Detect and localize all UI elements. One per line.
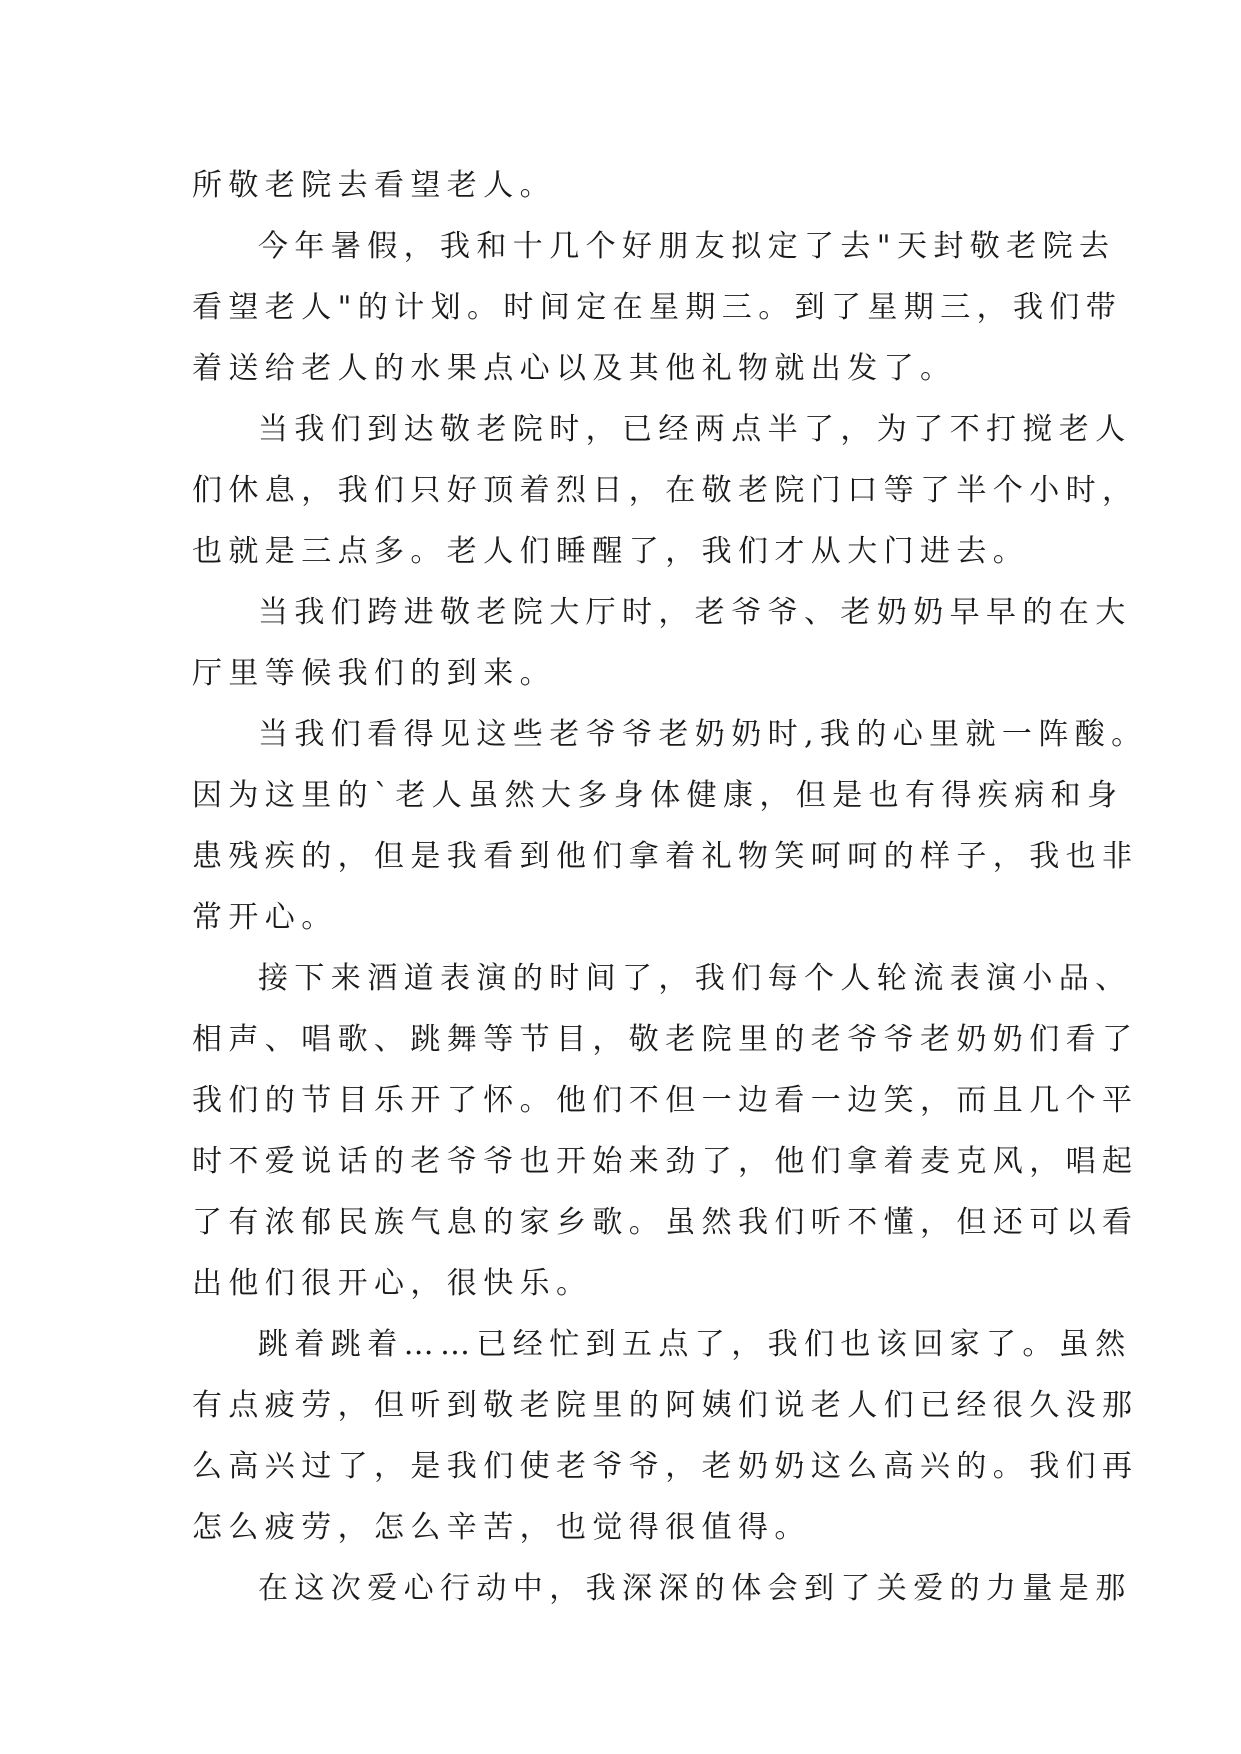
text-line: 出他们很开心，很快乐。 (192, 1266, 593, 1301)
text-line: 厅里等候我们的到来。 (192, 656, 556, 691)
text-line: 当我们看得见这些老爷爷老奶奶时,我的心里就一阵酸。 (258, 717, 1148, 752)
text-line: 跳着跳着……已经忙到五点了，我们也该回家了。虽然 (258, 1327, 1132, 1362)
text-line: 当我们跨进敬老院大厅时，老爷爷、老奶奶早早的在大 (258, 595, 1132, 630)
text-line: 所敬老院去看望老人。 (192, 168, 556, 203)
text-line: 看望老人"的计划。时间定在星期三。到了星期三，我们带 (192, 290, 1123, 325)
text-line: 接下来酒道表演的时间了，我们每个人轮流表演小品、 (258, 961, 1132, 996)
text-line: 患残疾的，但是我看到他们拿着礼物笑呵呵的样子，我也非 (192, 839, 1139, 874)
text-line: 在这次爱心行动中，我深深的体会到了关爱的力量是那 (258, 1571, 1132, 1606)
text-line: 着送给老人的水果点心以及其他礼物就出发了。 (192, 351, 957, 386)
text-line: 因为这里的`老人虽然大多身体健康，但是也有得疾病和身 (192, 778, 1124, 813)
text-line: 有点疲劳，但听到敬老院里的阿姨们说老人们已经很久没那 (192, 1388, 1139, 1423)
text-line: 怎么疲劳，怎么辛苦，也觉得很值得。 (192, 1510, 811, 1545)
text-line: 当我们到达敬老院时，已经两点半了，为了不打搅老人 (258, 412, 1132, 447)
text-line: 相声、唱歌、跳舞等节目，敬老院里的老爷爷老奶奶们看了 (192, 1022, 1139, 1057)
text-line: 也就是三点多。老人们睡醒了，我们才从大门进去。 (192, 534, 1030, 569)
text-line: 时不爱说话的老爷爷也开始来劲了，他们拿着麦克风，唱起 (192, 1144, 1139, 1179)
text-line: 么高兴过了，是我们使老爷爷，老奶奶这么高兴的。我们再 (192, 1449, 1139, 1484)
text-line: 了有浓郁民族气息的家乡歌。虽然我们听不懂，但还可以看 (192, 1205, 1139, 1240)
text-line: 常开心。 (192, 900, 338, 935)
text-line: 今年暑假，我和十几个好朋友拟定了去"天封敬老院去 (258, 229, 1116, 264)
text-line: 们休息，我们只好顶着烈日，在敬老院门口等了半个小时， (192, 473, 1139, 508)
text-line: 我们的节目乐开了怀。他们不但一边看一边笑，而且几个平 (192, 1083, 1139, 1118)
document-body (192, 155, 1148, 1619)
